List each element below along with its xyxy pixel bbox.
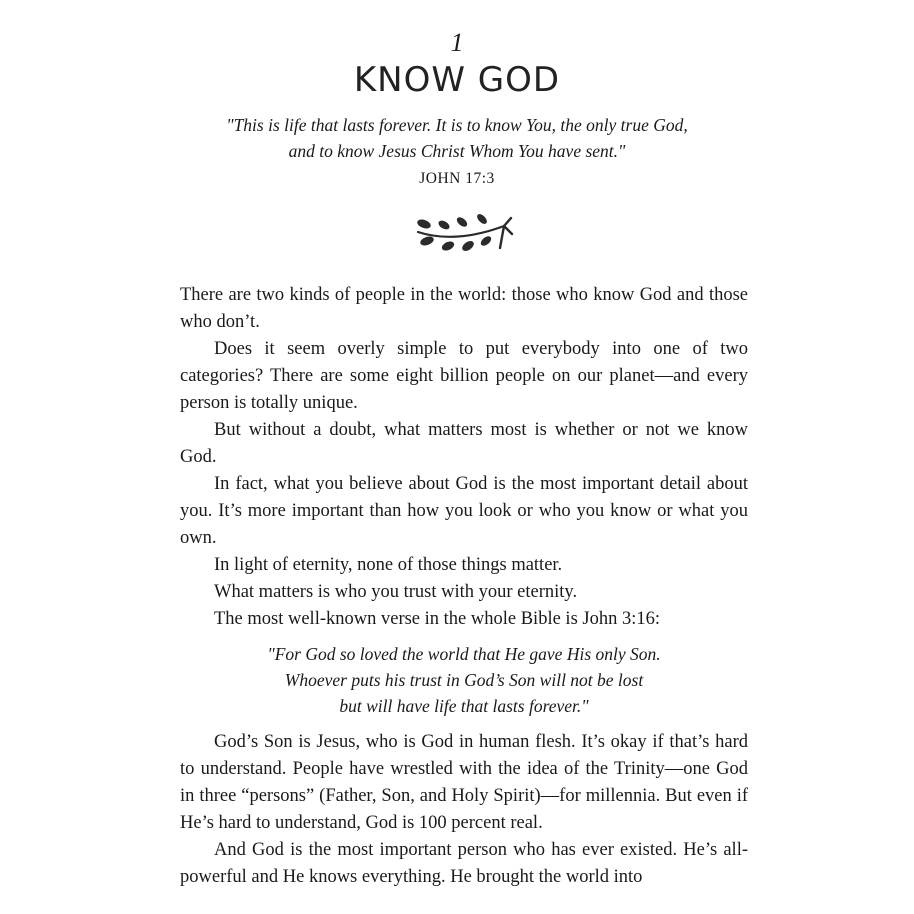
paragraph: In light of eternity, none of those things matter.	[214, 555, 563, 575]
leaf-branch-icon	[412, 208, 516, 260]
quote-line-3: but will have life that lasts forever."	[339, 696, 589, 716]
scripture-quote	[180, 641, 748, 719]
chapter-title: KNOW GOD	[353, 60, 561, 100]
paragraph: And God is the most important person who has ever existed. He’s all-powerful and He knows everything. He brought the world into	[180, 840, 748, 887]
paragraph: God’s Son is Jesus, who is God in human flesh. It’s okay if that’s hard to understand. People have wrestled with the idea of the Trinity—one God in three “persons” (Father, Son, and Holy Spirit)—for millennia. But even if He’s hard to understand, God is 100 percent real.	[180, 732, 748, 833]
quote-line-2: Whoever puts his trust in God’s Son will not be lost	[284, 670, 644, 690]
paragraph: In fact, what you believe about God is the most important detail about you. It’s more important than how you look or who you know or what you own.	[180, 474, 748, 548]
paragraph: There are two kinds of people in the world: those who know God and those who don’t.	[180, 285, 748, 332]
epigraph-quote	[120, 112, 794, 164]
epigraph-line-1: "This is life that lasts forever. It is to know You, the only true God,	[226, 115, 688, 135]
paragraph: The most well-known verse in the whole Bible is John 3:16:	[214, 609, 660, 629]
quote-line-1: "For God so loved the world that He gave His only Son.	[267, 644, 661, 664]
epigraph-line-2: and to know Jesus Christ Whom You have sent."	[288, 141, 626, 161]
epigraph-reference: JOHN 17:3	[419, 170, 495, 187]
paragraph: Does it seem overly simple to put everybody into one of two categories? There are some eight billion people on our planet—and every person is totally unique.	[180, 339, 748, 413]
chapter-body	[180, 282, 748, 891]
paragraph: But without a doubt, what matters most is whether or not we know God.	[180, 420, 748, 467]
paragraph: What matters is who you trust with your eternity.	[214, 582, 578, 602]
chapter-number: 1	[450, 28, 464, 57]
